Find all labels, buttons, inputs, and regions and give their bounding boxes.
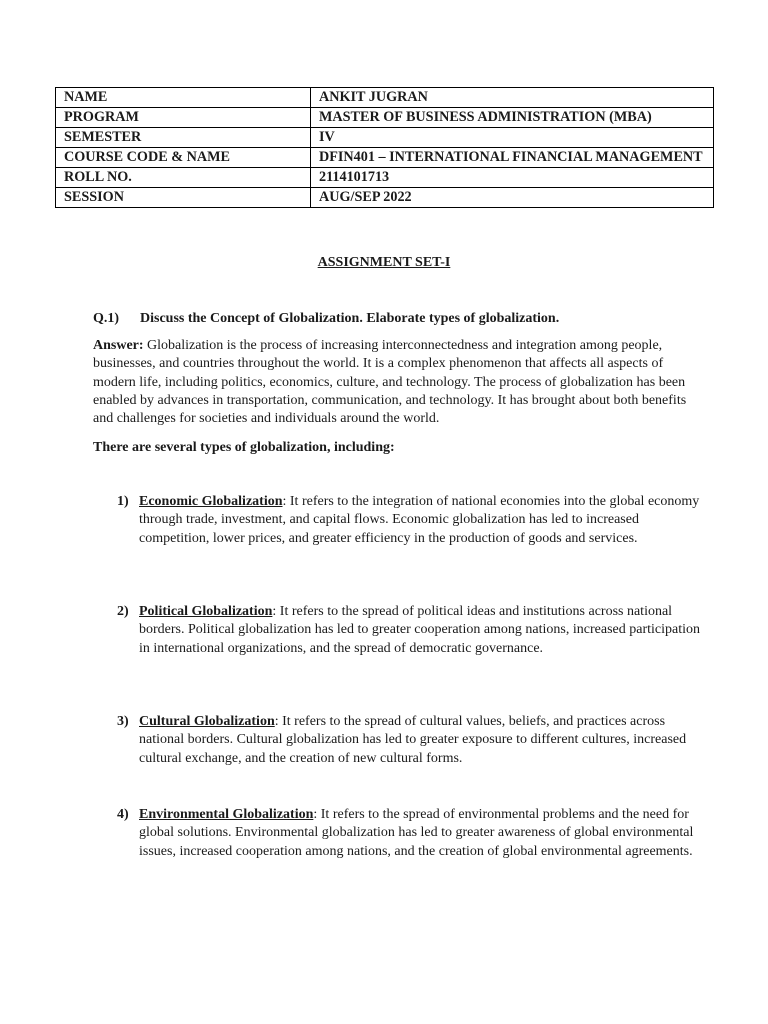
item-text: : It refers to the integration of national economies into the global economy through trade, investment, and capital flows. Economic globalization has led to increased competition, lower prices, and greater efficiency in the production of goods and services. <box>139 494 700 546</box>
list-item <box>117 493 707 548</box>
list-item <box>117 713 707 768</box>
item-term: Political Globalization <box>139 604 273 619</box>
table-row <box>56 128 714 148</box>
info-label: SESSION <box>56 188 311 208</box>
question-number: Q.1) <box>93 311 120 326</box>
item-term: Economic Globalization <box>139 494 283 509</box>
info-value: ANKIT JUGRAN <box>311 88 714 108</box>
table-row <box>56 148 714 168</box>
table-row <box>56 108 714 128</box>
info-value: 2114101713 <box>311 168 714 188</box>
question <box>93 311 713 327</box>
answer-paragraph <box>93 337 701 428</box>
item-text: : It refers to the spread of environmental problems and the need for global solutions. Environmental globalization has led to greater awareness of global environmental issues, increased cooperation among nations, and the creation of global environmental agreements. <box>139 807 694 859</box>
info-value: IV <box>311 128 714 148</box>
answer-text: Globalization is the process of increasing interconnectedness and integration among people, businesses, and countries throughout the world. It is a complex phenomenon that affects all aspects of modern life, including politics, economics, culture, and technology. The process of globalization has been enabled by advances in transportation, communication, and technology. It has brought about both benefits and challenges for societies and individuals around the world. <box>93 338 687 427</box>
item-text: : It refers to the spread of cultural values, beliefs, and practices across national borders. Cultural globalization has led to greater exposure to different cultures, increased cultural exchange, and the creation of new cultural forms. <box>139 714 687 766</box>
student-info-table <box>55 87 714 208</box>
info-value: DFIN401 – INTERNATIONAL FINANCIAL MANAGEMENT <box>311 148 714 168</box>
item-number: 3) <box>117 714 129 729</box>
table-row <box>56 88 714 108</box>
assignment-title: ASSIGNMENT SET-I <box>317 255 451 270</box>
info-label: NAME <box>56 88 311 108</box>
item-term: Cultural Globalization <box>139 714 275 729</box>
info-label: COURSE CODE & NAME <box>56 148 311 168</box>
item-term: Environmental Globalization <box>139 807 314 822</box>
answer-label: Answer: <box>93 338 144 353</box>
info-label: ROLL NO. <box>56 168 311 188</box>
table-row <box>56 188 714 208</box>
question-text: Discuss the Concept of Globalization. Elaborate types of globalization. <box>140 311 560 326</box>
item-number: 1) <box>117 494 129 509</box>
info-value: MASTER OF BUSINESS ADMINISTRATION (MBA) <box>311 108 714 128</box>
info-value: AUG/SEP 2022 <box>311 188 714 208</box>
info-label: SEMESTER <box>56 128 311 148</box>
item-text: : It refers to the spread of political ideas and institutions across national borders. Political globalization has led to greater cooperation among nations, increased participation in international organizations, and the spread of democratic governance. <box>139 604 700 656</box>
list-item <box>117 806 707 861</box>
list-item <box>117 603 707 658</box>
types-heading: There are several types of globalization, including: <box>93 440 395 455</box>
item-number: 4) <box>117 807 129 822</box>
info-label: PROGRAM <box>56 108 311 128</box>
item-number: 2) <box>117 604 129 619</box>
table-row <box>56 168 714 188</box>
